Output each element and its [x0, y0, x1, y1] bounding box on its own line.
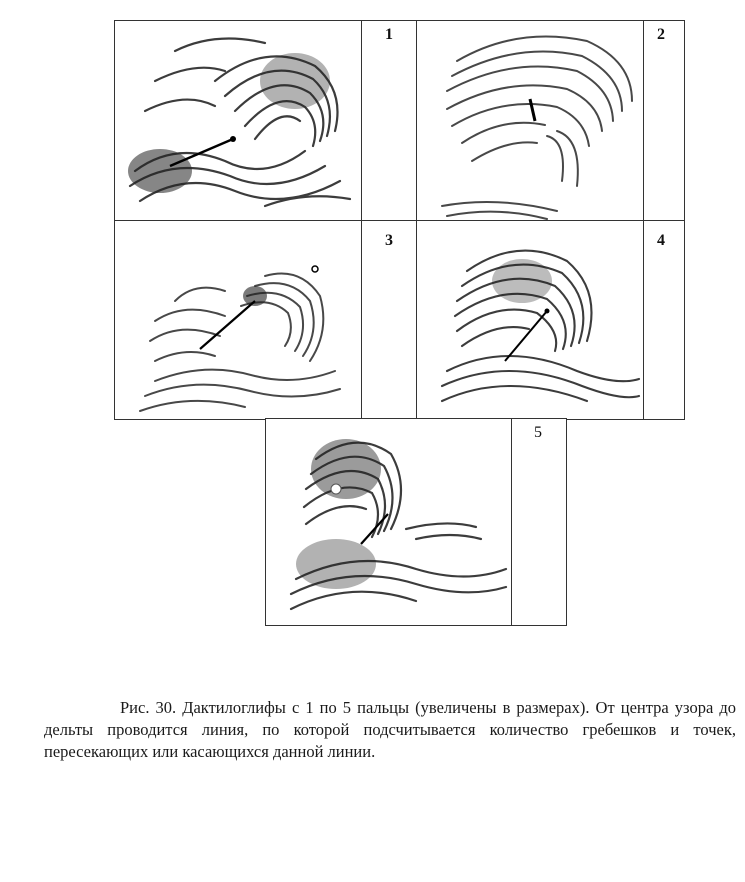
fingerprint-panel-4: [416, 220, 685, 420]
fingerprint-panel-1: [114, 20, 418, 222]
panel-number-3: 3: [385, 232, 393, 249]
figure-caption: [44, 697, 736, 763]
fingerprint-panel-5: [265, 418, 567, 626]
fingerprint-panel-3: [114, 220, 418, 420]
fingerprint-panel-2: [416, 20, 685, 222]
panel-number-4: 4: [657, 232, 665, 249]
panel-number-2: 2: [657, 26, 665, 43]
panel-number-1: 1: [385, 26, 393, 43]
fingerprint-image-2: [417, 21, 643, 221]
fingerprint-image-5: [266, 419, 511, 625]
fingerprint-image-3: [115, 221, 361, 419]
panel-number-5: 5: [534, 424, 542, 441]
fingerprint-image-4: [417, 221, 643, 419]
fingerprint-image-1: [115, 21, 361, 221]
figure-caption-text: Рис. 30. Дактилоглифы с 1 по 5 пальцы (увеличены в размерах). От центра узора до дельты проводится линия, по которой подсчитывается количество гребешков и точек, пересекающих или касающихся данной линии.: [44, 698, 736, 761]
